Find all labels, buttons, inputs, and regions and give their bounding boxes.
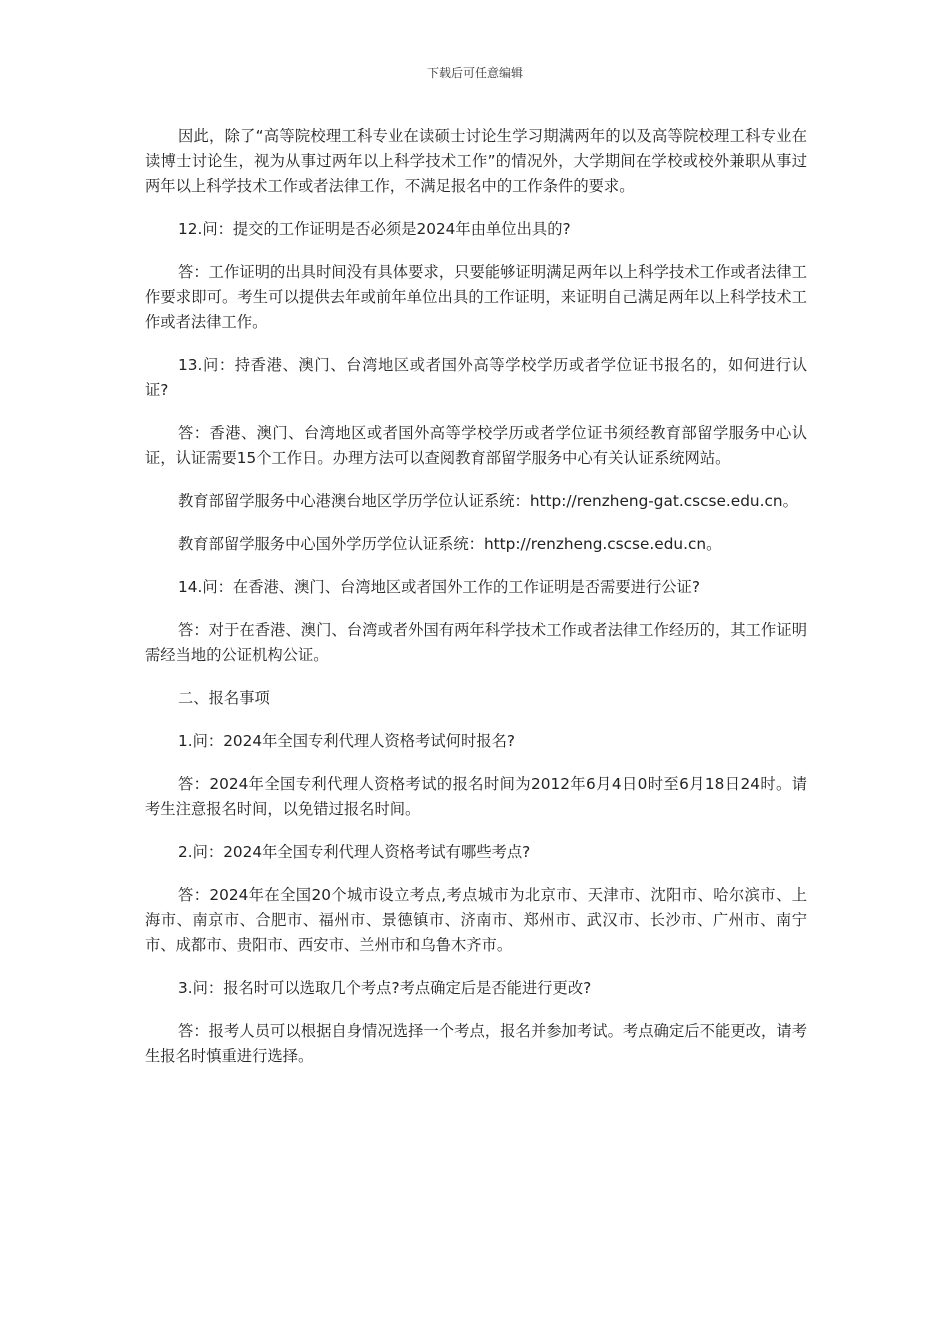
registration-question-1: 1.问：2024年全国专利代理人资格考试何时报名?	[178, 732, 515, 750]
section-heading-registration: 二、报名事项	[178, 689, 270, 707]
registration-answer-3: 答：报考人员可以根据自身情况选择一个考点，报名并参加考试。考点确定后不能更改，请考生报名时慎重进行选择。	[145, 1022, 807, 1065]
question-14: 14.问：在香港、澳门、台湾地区或者国外工作的工作证明是否需要进行公证?	[178, 578, 700, 596]
answer-12: 答：工作证明的出具时间没有具体要求，只要能够证明满足两年以上科学技术工作或者法律工作要求即可。考生可以提供去年或前年单位出具的工作证明，来证明自己满足两年以上科学技术工作或者法律工作。	[145, 263, 807, 331]
registration-answer-2: 答：2024年在全国20个城市设立考点,考点城市为北京市、天津市、沈阳市、哈尔滨市、上海市、南京市、合肥市、福州市、景德镇市、济南市、郑州市、武汉市、长沙市、广州市、南宁市、成都市、贵阳市、西安市、兰州市和乌鲁木齐市。	[145, 886, 807, 954]
document-body	[145, 124, 807, 1087]
answer-14: 答：对于在香港、澳门、台湾或者外国有两年科学技术工作或者法律工作经历的，其工作证明需经当地的公证机构公证。	[145, 621, 807, 664]
hmt-certification-system: 教育部留学服务中心港澳台地区学历学位认证系统：http://renzheng-gat.cscse.edu.cn。	[178, 492, 798, 510]
registration-question-3: 3.问：报名时可以选取几个考点?考点确定后是否能进行更改?	[178, 979, 592, 997]
paragraph-work-condition-note: 因此，除了“高等院校理工科专业在读硕士讨论生学习期满两年的以及高等院校理工科专业在读博士讨论生，视为从事过两年以上科学技术工作”的情况外，大学期间在学校或校外兼职从事过两年以上科学技术工作或者法律工作，不满足报名中的工作条件的要求。	[145, 127, 807, 195]
question-13: 13.问：持香港、澳门、台湾地区或者国外高等学校学历或者学位证书报名的，如何进行认证?	[145, 356, 807, 399]
answer-13: 答：香港、澳门、台湾地区或者国外高等学校学历或者学位证书须经教育部留学服务中心认证，认证需要15个工作日。办理方法可以查阅教育部留学服务中心有关认证系统网站。	[145, 424, 807, 467]
foreign-certification-system: 教育部留学服务中心国外学历学位认证系统：http://renzheng.cscse.edu.cn。	[178, 535, 722, 553]
page-header: 下载后可任意编辑	[426, 66, 523, 80]
registration-question-2: 2.问：2024年全国专利代理人资格考试有哪些考点?	[178, 843, 531, 861]
registration-answer-1: 答：2024年全国专利代理人资格考试的报名时间为2012年6月4日0时至6月18日24时。请考生注意报名时间，以免错过报名时间。	[145, 775, 807, 818]
question-12: 12.问：提交的工作证明是否必须是2024年由单位出具的?	[178, 220, 571, 238]
